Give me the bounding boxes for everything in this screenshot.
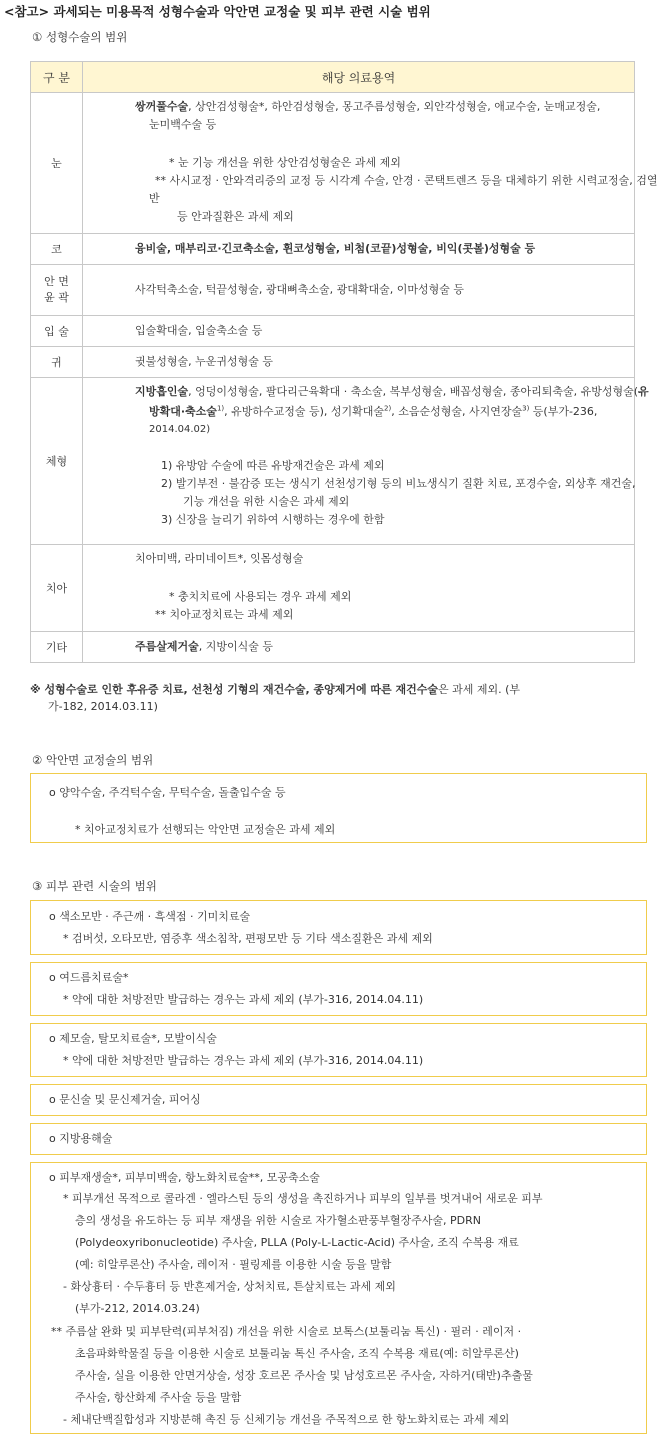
row-category-nose: 코 bbox=[31, 234, 83, 265]
box-line: 주사술, 항산화제 주사술 등을 말함 bbox=[75, 1391, 242, 1404]
box-line: o 문신술 및 문신제거술, 피어싱 bbox=[49, 1093, 201, 1106]
row-content-eye bbox=[83, 93, 657, 234]
content-line: 쌍꺼풀수술, 상안검성형술*, 하안검성형술, 몽고주름성형술, 외안각성형술, 애교수술, 눈매교정술, bbox=[135, 100, 601, 113]
skin-box-pigment bbox=[30, 900, 647, 955]
content-line: 반 bbox=[149, 192, 160, 205]
section1-heading: ① 성형수술의 범위 bbox=[32, 30, 128, 44]
row-content-teeth bbox=[83, 545, 635, 632]
row-category-body: 체형 bbox=[31, 378, 83, 545]
content-line: 방확대·축소술$^{1)}$, 유방하수교정술 등), 성기확대술$^{2)}$, 소음순성형술, 사지연장술$^{3)}$ 등(부가-236, bbox=[149, 404, 598, 418]
header-category: 구 분 bbox=[31, 62, 83, 93]
box-line: * 약에 대한 처방전만 발급하는 경우는 과세 제외 (부가-316, 2014.04.11) bbox=[63, 993, 424, 1006]
row-content-face bbox=[83, 265, 635, 316]
content-line: 귓불성형술, 누운귀성형술 등 bbox=[135, 355, 274, 368]
box-line: (예: 히알루론산) 주사술, 레이저 · 필링제를 이용한 시술 등을 말함 bbox=[75, 1258, 392, 1271]
box-line: o 색소모반 · 주근깨 · 흑색점 · 기미치료술 bbox=[49, 910, 251, 923]
content-line: 융비술, 매부리코·긴코축소술, 휜코성형술, 비첨(코끝)성형술, 비익(콧볼)성형술 등 bbox=[135, 242, 536, 255]
box-line: o 제모술, 탈모치료술*, 모발이식술 bbox=[49, 1032, 217, 1045]
row-category-teeth: 치아 bbox=[31, 545, 83, 632]
box-line: o 지방용해술 bbox=[49, 1132, 113, 1145]
row-category-other: 기타 bbox=[31, 632, 83, 663]
exclusion-note: ※ 성형수술로 인한 후유증 치료, 선천성 기형의 재건수술, 종양제거에 따른 재건수술은 과세 제외. (부 bbox=[30, 683, 521, 696]
section3-heading: ③ 피부 관련 시술의 범위 bbox=[32, 879, 157, 893]
box-line: * 피부개선 목적으로 콜라겐 · 엘라스틴 등의 생성을 촉진하거나 피부의 일부를 벗겨내어 새로운 피부 bbox=[63, 1192, 543, 1205]
table-row bbox=[31, 632, 635, 663]
row-category-ear: 귀 bbox=[31, 347, 83, 378]
table-row bbox=[31, 378, 635, 545]
table-header-row bbox=[31, 62, 635, 93]
page-title: <참고> 과세되는 미용목적 성형수술과 악안면 교정술 및 피부 관련 시술 범위 bbox=[4, 4, 431, 19]
box-line: * 약에 대한 처방전만 발급하는 경우는 과세 제외 (부가-316, 2014.04.11) bbox=[63, 1054, 424, 1067]
header-content: 해당 의료용역 bbox=[83, 62, 635, 93]
row-content-lips bbox=[83, 316, 635, 347]
exclusion-note-cont: 가-182, 2014.03.11) bbox=[48, 700, 158, 713]
content-line: 눈미백수술 등 bbox=[149, 118, 217, 131]
content-line: * 충치치료에 사용되는 경우 과세 제외 bbox=[169, 590, 352, 603]
skin-box-lipolysis bbox=[30, 1123, 647, 1155]
maxillofacial-box bbox=[30, 773, 647, 843]
row-category-lips: 입 술 bbox=[31, 316, 83, 347]
box-line: o 피부재생술*, 피부미백술, 항노화치료술**, 모공축소술 bbox=[49, 1171, 320, 1184]
table-row bbox=[31, 234, 635, 265]
skin-box-regeneration bbox=[30, 1162, 647, 1434]
table-row bbox=[31, 265, 635, 316]
table-row bbox=[31, 545, 635, 632]
row-content-nose bbox=[83, 234, 635, 265]
content-line: 치아미백, 라미네이트*, 잇몸성형술 bbox=[135, 552, 304, 565]
box-line: (부가-212, 2014.03.24) bbox=[75, 1302, 200, 1315]
content-line: ** 치아교정치료는 과세 제외 bbox=[155, 608, 294, 621]
box-line: * 검버섯, 오타모반, 염증후 색소침착, 편평모반 등 기타 색소질환은 과세 제외 bbox=[63, 932, 433, 945]
skin-box-tattoo bbox=[30, 1084, 647, 1116]
skin-box-hair bbox=[30, 1023, 647, 1077]
row-category-eye: 눈 bbox=[31, 93, 83, 234]
content-line: * 눈 기능 개선을 위한 상안검성형술은 과세 제외 bbox=[169, 156, 401, 169]
content-line: 2014.04.02) bbox=[149, 424, 211, 435]
box-line: - 화상흉터 · 수두흉터 등 반흔제거술, 상처치료, 튼살치료는 과세 제외 bbox=[63, 1280, 396, 1293]
box-line: ** 주름살 완화 및 피부탄력(피부처짐) 개선을 위한 시술로 보톡스(보툴리눔 톡신) · 필러 · 레이저 · bbox=[51, 1325, 522, 1338]
table-row bbox=[31, 93, 635, 234]
content-line: 주름살제거술, 지방이식술 등 bbox=[135, 640, 274, 653]
content-line: ** 사시교정 · 안와격리증의 교정 등 시각계 수술, 안경 · 콘택트렌즈 등을 대체하기 위한 시력교정술, 검열 bbox=[155, 174, 657, 187]
content-line: 입술확대술, 입술축소술 등 bbox=[135, 324, 263, 337]
box-line: (Polydeoxyribonucleotide) 주사술, PLLA (Poly-L-Lactic-Acid) 주사술, 조직 수복용 재료 bbox=[75, 1236, 519, 1249]
content-line: 2) 발기부전 · 불감증 또는 생식기 선천성기형 등의 비뇨생식기 질환 치료, 포경수술, 외상후 재건술, bbox=[161, 477, 636, 490]
box-line: o 여드름치료술* bbox=[49, 971, 129, 984]
row-content-other bbox=[83, 632, 635, 663]
content-line: 등 안과질환은 과세 제외 bbox=[177, 210, 294, 223]
box-line: - 체내단백질합성과 지방분해 촉진 등 신체기능 개선을 주목적으로 한 항노화치료는 과세 제외 bbox=[63, 1413, 510, 1426]
box-line: o 양악수술, 주걱턱수술, 무턱수술, 돌출입수술 등 bbox=[49, 786, 286, 799]
row-category-face: 안 면 윤 곽 bbox=[31, 265, 83, 316]
content-line: 지방흡인술, 엉덩이성형술, 팔다리근육확대 · 축소술, 복부성형술, 배꼽성형술, 종아리퇴축술, 유방성형술(유 bbox=[135, 385, 649, 398]
skin-box-acne bbox=[30, 962, 647, 1016]
box-line: 주사술, 실을 이용한 안면거상술, 성장 호르몬 주사술 및 남성호르몬 주사술, 자하거(태반)추출물 bbox=[75, 1369, 533, 1382]
table-row bbox=[31, 316, 635, 347]
content-line: 1) 유방암 수술에 따른 유방재건술은 과세 제외 bbox=[161, 459, 385, 472]
content-line: 3) 신장을 늘리기 위하여 시행하는 경우에 한함 bbox=[161, 513, 385, 526]
table-row bbox=[31, 347, 635, 378]
surgery-scope-table bbox=[30, 61, 657, 663]
box-line: * 치아교정치료가 선행되는 악안면 교정술은 과세 제외 bbox=[75, 823, 336, 836]
section2-heading: ② 악안면 교정술의 범위 bbox=[32, 753, 154, 767]
box-line: 층의 생성을 유도하는 등 피부 재생을 위한 시술로 자가혈소판풍부혈장주사술, PDRN bbox=[75, 1214, 481, 1227]
box-line: 초음파화학물질 등을 이용한 시술로 보툴리눔 톡신 주사술, 조직 수복용 재료(예: 히알루론산) bbox=[75, 1347, 519, 1360]
content-line: 기능 개선을 위한 시술은 과세 제외 bbox=[183, 495, 350, 508]
row-content-ear bbox=[83, 347, 635, 378]
content-line: 사각턱축소술, 턱끝성형술, 광대뼈축소술, 광대확대술, 이마성형술 등 bbox=[135, 283, 464, 296]
row-content-body bbox=[83, 378, 649, 545]
